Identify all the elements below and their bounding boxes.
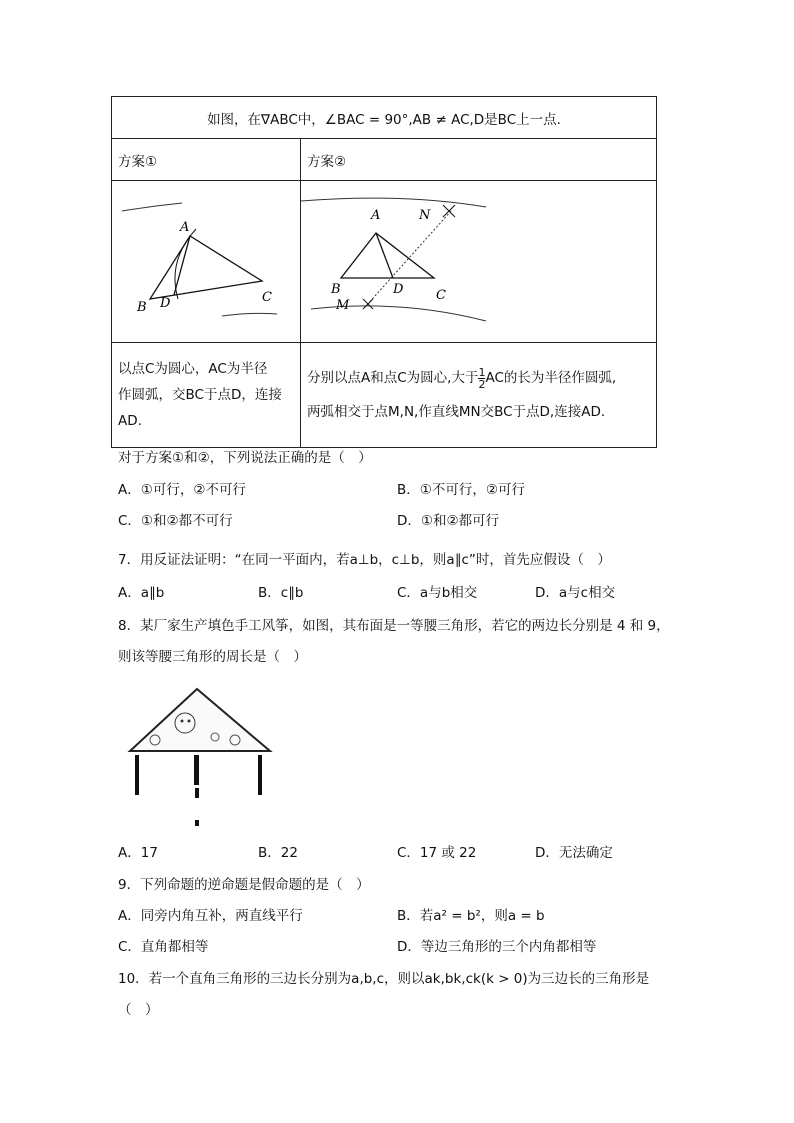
q10-answer-paren: （ ） (118, 1002, 159, 1018)
q7-option-a: A．a∥b (118, 585, 165, 601)
q9-option-d: D．等边三角形的三个内角都相等 (397, 939, 597, 955)
plan2-description (301, 343, 657, 448)
plan-table (111, 96, 657, 448)
q8-stem-line1: 8．某厂家生产填色手工风筝，如图，其布面是一等腰三角形，若它的两边长分别是 4 和 9， (118, 618, 670, 634)
plan2-label: 方案② (301, 139, 657, 181)
desc-line: 以点C为圆心，AC为半径 (118, 361, 268, 377)
desc-line: 作圆弧，交BC于点D，连接 (118, 387, 282, 403)
label-n: N (419, 208, 431, 223)
q10-stem: 10．若一个直角三角形的三边长分别为a,b,c，则以ak,bk,ck(k > 0)为三边长的三角形是 (118, 971, 650, 987)
q7-option-c: C．a与b相交 (397, 585, 478, 601)
desc-text: AC的长为半径作圆弧, (485, 370, 617, 386)
q8-option-d: D．无法确定 (535, 845, 613, 861)
q6-option-c: C．①和②都不可行 (118, 513, 233, 529)
label-d: D (160, 296, 171, 311)
frac-den: 2 (478, 377, 486, 391)
q9-option-a: A．同旁内角互补，两直线平行 (118, 908, 303, 924)
label-a: A (371, 208, 381, 223)
desc-text: 分别以点A和点C为圆心,大于 (307, 370, 479, 386)
q6-option-b: B．①不可行，②可行 (397, 482, 525, 498)
plan1-description (112, 343, 301, 448)
label-m: M (336, 298, 350, 313)
q9-option-b: B．若a² = b²，则a = b (397, 908, 545, 924)
frac-num: 1 (478, 365, 486, 379)
q9-stem: 9．下列命题的逆命题是假命题的是（ ） (118, 877, 370, 893)
q7-option-d: D．a与c相交 (535, 585, 616, 601)
desc-line: 两弧相交于点M,N,作直线MN交BC于点D,连接AD. (307, 404, 606, 420)
label-a: A (180, 220, 190, 235)
kite-image (125, 685, 275, 835)
plan2-figure (301, 181, 657, 343)
plan1-figure (112, 181, 301, 343)
plan1-diagram (112, 181, 300, 338)
label-b: B (331, 282, 341, 297)
table-header: 如图，在∇ABC中，∠BAC = 90°,AB ≠ AC,D是BC上一点. (112, 97, 657, 139)
q9-option-c: C．直角都相等 (118, 939, 209, 955)
q6-stem: 对于方案①和②，下列说法正确的是（ ） (118, 450, 372, 466)
q8-option-c: C．17 或 22 (397, 845, 477, 861)
q8-option-b: B．22 (258, 845, 298, 861)
label-c: C (436, 288, 446, 303)
q6-option-d: D．①和②都可行 (397, 513, 500, 529)
desc-line: AD. (118, 413, 142, 429)
q6-option-a: A．①可行，②不可行 (118, 482, 246, 498)
label-d: D (393, 282, 404, 297)
q7-option-b: B．c∥b (258, 585, 304, 601)
label-c: C (262, 290, 272, 305)
q7-stem: 7．用反证法证明：“在同一平面内，若a⊥b，c⊥b，则a∥c”时，首先应假设（ ） (118, 552, 611, 568)
plan2-diagram (301, 181, 656, 338)
q8-option-a: A．17 (118, 845, 158, 861)
plan1-label: 方案① (112, 139, 301, 181)
q8-stem-line2: 则该等腰三角形的周长是（ ） (118, 649, 307, 665)
label-b: B (137, 300, 147, 315)
